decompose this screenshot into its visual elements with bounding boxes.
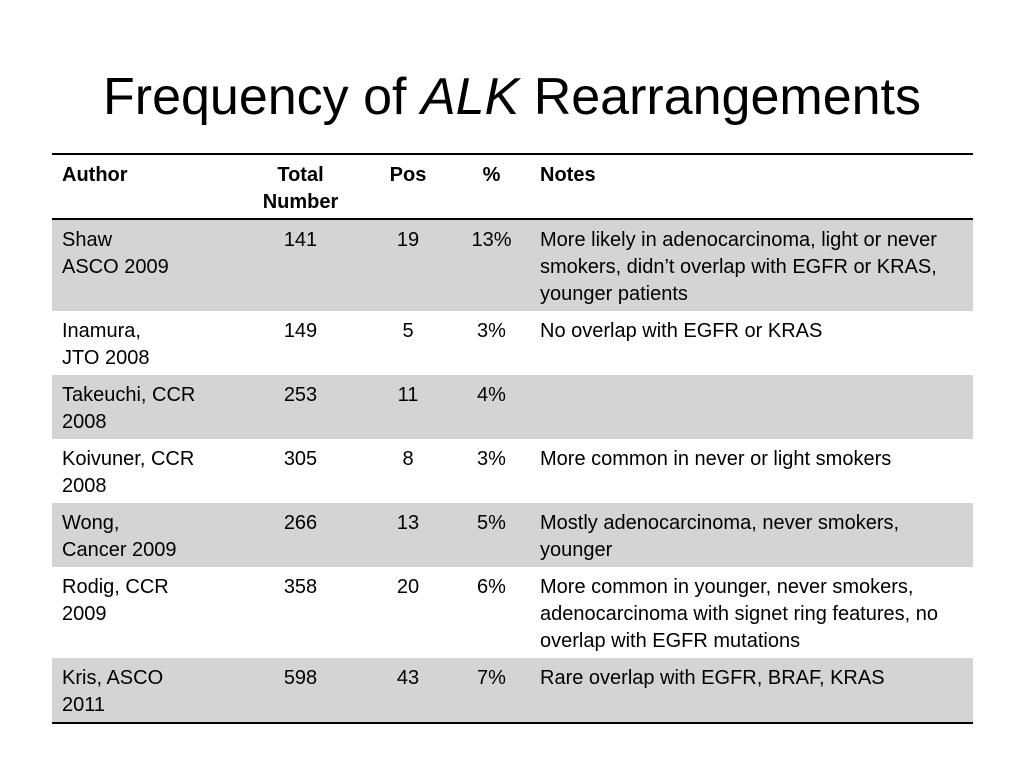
author-line2: 2008 — [62, 475, 107, 497]
table-header-row — [52, 154, 973, 219]
author-line1: Rodig, CCR — [62, 576, 169, 598]
author-line1: Wong, — [62, 512, 120, 534]
table-row — [52, 311, 973, 375]
cell-pct: 5% — [453, 503, 530, 567]
table-row — [52, 658, 973, 723]
header-pct: % — [482, 164, 501, 186]
cell-author — [52, 567, 238, 658]
author-line1: Kris, ASCO — [62, 667, 164, 689]
cell-total: 253 — [238, 375, 363, 439]
title-gene: ALK — [420, 68, 520, 126]
title-prefix: Frequency of — [102, 68, 407, 126]
cell-author — [52, 219, 238, 311]
alk-frequency-table-container — [52, 153, 973, 724]
cell-notes: More common in younger, never smokers, adenocarcinoma with signet ring features, no overlap with EGFR mutations — [540, 576, 939, 652]
cell-pct: 3% — [477, 448, 506, 470]
title-suffix: Rearrangements — [533, 68, 921, 126]
author-line2: Cancer 2009 — [62, 539, 177, 561]
cell-author — [52, 375, 238, 439]
cell-pct: 13% — [453, 219, 530, 311]
author-line2: 2011 — [62, 694, 106, 716]
author-line1: Shaw — [62, 229, 113, 251]
table-row — [52, 219, 973, 311]
author-line1: Koivuner, CCR — [62, 448, 195, 470]
cell-pct: 3% — [477, 320, 506, 342]
author-line2: JTO 2008 — [62, 347, 150, 369]
cell-notes: Rare overlap with EGFR, BRAF, KRAS — [530, 658, 973, 723]
cell-author — [52, 503, 238, 567]
header-pos: Pos — [389, 164, 427, 186]
cell-notes — [530, 375, 973, 439]
cell-pct: 4% — [453, 375, 530, 439]
cell-author — [52, 658, 238, 723]
cell-pos: 8 — [402, 448, 414, 470]
cell-notes: Mostly adenocarcinoma, never smokers, younger — [530, 503, 973, 567]
cell-notes: More likely in adenocarcinoma, light or never smokers, didn’t overlap with EGFR or KRAS, younger patients — [530, 219, 973, 311]
table-row — [52, 439, 973, 503]
table-row — [52, 503, 973, 567]
cell-pos: 13 — [363, 503, 453, 567]
cell-pos: 5 — [402, 320, 414, 342]
cell-total: 266 — [238, 503, 363, 567]
cell-notes: No overlap with EGFR or KRAS — [540, 320, 823, 342]
cell-pos: 11 — [363, 375, 453, 439]
header-total-line2: Number — [262, 191, 339, 213]
slide-title — [0, 62, 1024, 132]
header-author: Author — [62, 164, 128, 186]
alk-frequency-table — [52, 153, 973, 724]
author-line1: Inamura, — [62, 320, 141, 342]
author-line2: ASCO 2009 — [62, 256, 169, 278]
header-notes: Notes — [540, 164, 596, 186]
table-row — [52, 375, 973, 439]
cell-pct: 6% — [477, 576, 506, 598]
cell-total: 358 — [283, 576, 318, 598]
cell-author — [52, 439, 238, 503]
author-line2: 2009 — [62, 603, 107, 625]
cell-total: 149 — [283, 320, 318, 342]
cell-pct: 7% — [453, 658, 530, 723]
cell-notes: More common in never or light smokers — [540, 448, 892, 470]
cell-pos: 19 — [363, 219, 453, 311]
cell-pos: 20 — [396, 576, 420, 598]
author-line1: Takeuchi, CCR — [62, 384, 196, 406]
cell-pos: 43 — [363, 658, 453, 723]
author-line2: 2008 — [62, 411, 107, 433]
header-total-line1: Total — [277, 164, 324, 186]
cell-author — [52, 311, 238, 375]
header-total-number — [238, 154, 363, 219]
cell-total: 305 — [283, 448, 318, 470]
table-row — [52, 567, 973, 658]
cell-total: 598 — [238, 658, 363, 723]
cell-total: 141 — [238, 219, 363, 311]
